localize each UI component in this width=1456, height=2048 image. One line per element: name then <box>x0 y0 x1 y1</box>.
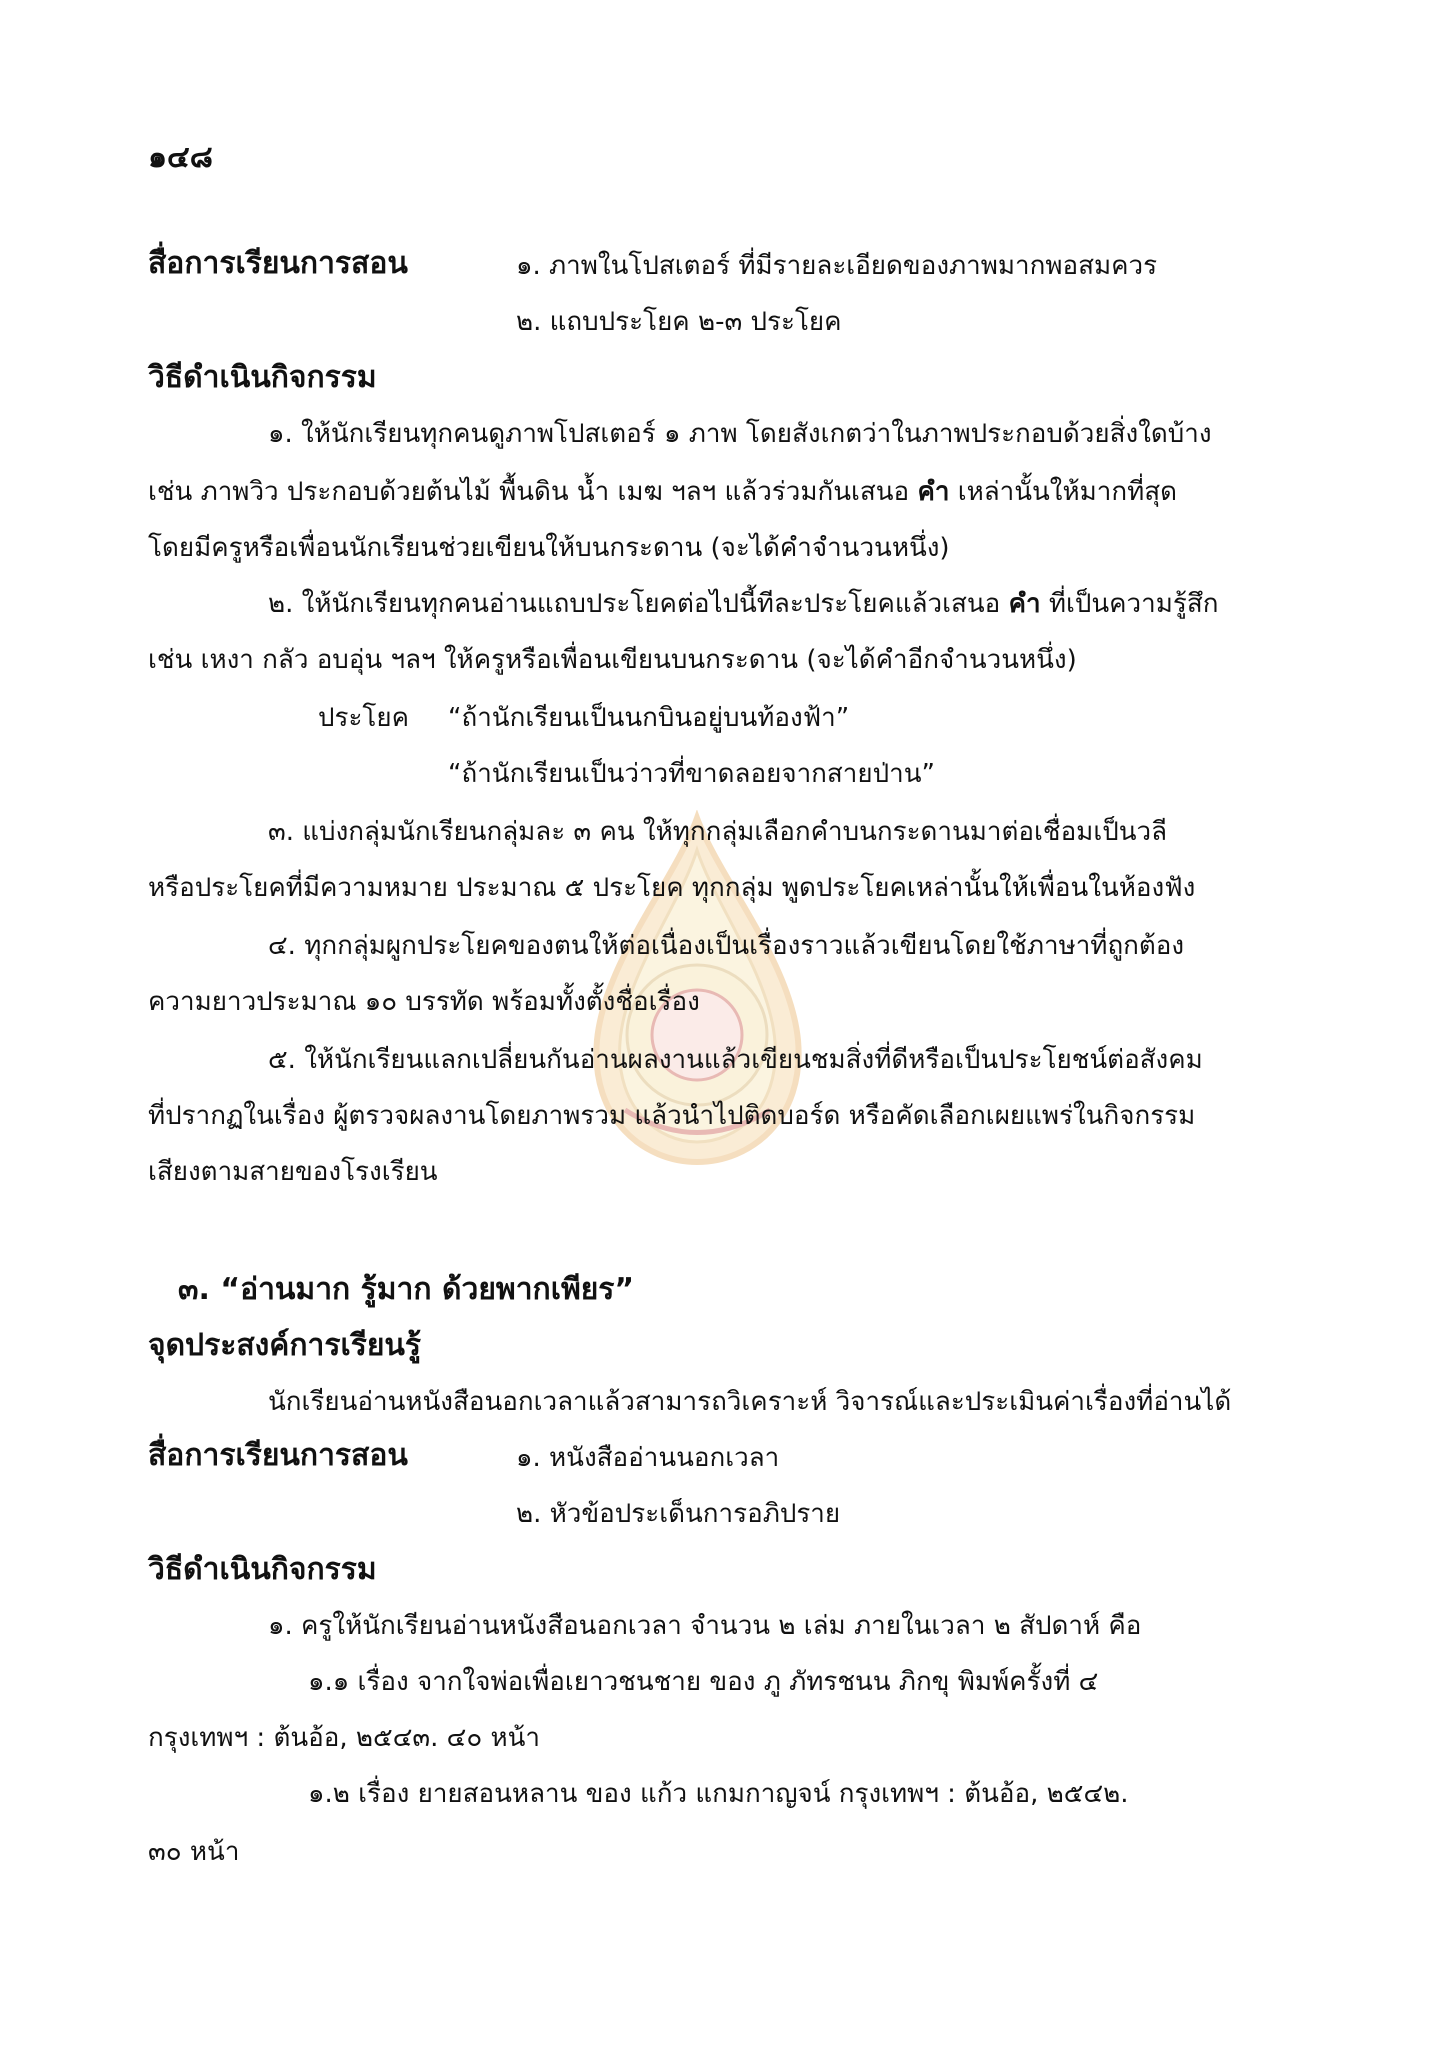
paragraph-line: ๓. แบ่งกลุ่มนักเรียนกลุ่มละ ๓ คน ให้ทุกกลุ่มเลือกคำบนกระดานมาต่อเชื่อมเป็นวลี <box>268 817 1168 847</box>
paragraph-line: ความยาวประมาณ ๑๐ บรรทัด พร้อมทั้งตั้งชื่อเรื่อง <box>148 987 700 1017</box>
paragraph-line: ๕. ให้นักเรียนแลกเปลี่ยนกันอ่านผลงานแล้วเขียนชมสิ่งที่ดีหรือเป็นประโยชน์ต่อสังคม <box>268 1045 1203 1075</box>
media-item: ๑. หนังสืออ่านนอกเวลา <box>516 1443 780 1473</box>
media-label: สื่อการเรียนการสอน <box>148 246 408 281</box>
paragraph-line: โดยมีครูหรือเพื่อนนักเรียนช่วยเขียนให้บนกระดาน (จะได้คำจำนวนหนึ่ง) <box>148 533 950 563</box>
paragraph-line: ๑.๑ เรื่อง จากใจพ่อเพื่อเยาวชนชาย ของ ภู ภัทรชนน ภิกขุ พิมพ์ครั้งที่ ๔ <box>308 1667 1099 1697</box>
bold-word: คำ <box>1008 589 1041 619</box>
paragraph-line: เสียงตามสายของโรงเรียน <box>148 1157 438 1187</box>
media-label: สื่อการเรียนการสอน <box>148 1438 408 1473</box>
sentence-line: “ถ้านักเรียนเป็นว่าวที่ขาดลอยจากสายป่าน” <box>448 759 935 789</box>
paragraph-line: หรือประโยคที่มีความหมาย ประมาณ ๕ ประโยค ทุกกลุ่ม พูดประโยคเหล่านั้นให้เพื่อนในห้องฟัง <box>148 873 1196 903</box>
procedure-heading: วิธีดำเนินกิจกรรม <box>148 1552 377 1587</box>
paragraph-line: ๒. ให้นักเรียนทุกคนอ่านแถบประโยคต่อไปนี้ทีละประโยคแล้วเสนอ คำ ที่เป็นความรู้สึก <box>268 589 1219 619</box>
paragraph-line: กรุงเทพฯ : ต้นอ้อ, ๒๕๔๓. ๔๐ หน้า <box>148 1723 540 1753</box>
bold-word: คำ <box>917 477 950 507</box>
paragraph-line: ๓๐ หน้า <box>148 1837 240 1867</box>
paragraph-line: ๑.๒ เรื่อง ยายสอนหลาน ของ แก้ว แกมกาญจน์ กรุงเทพฯ : ต้นอ้อ, ๒๕๔๒. <box>308 1779 1129 1809</box>
media-item: ๒. หัวข้อประเด็นการอภิปราย <box>516 1499 841 1529</box>
procedure-heading: วิธีดำเนินกิจกรรม <box>148 360 377 395</box>
paragraph-line: ที่ปรากฏในเรื่อง ผู้ตรวจผลงานโดยภาพรวม แล้วนำไปติดบอร์ด หรือคัดเลือกเผยแพร่ในกิจกรรม <box>148 1101 1196 1131</box>
paragraph-line: ๑. ครูให้นักเรียนอ่านหนังสือนอกเวลา จำนวน ๒ เล่ม ภายในเวลา ๒ สัปดาห์ คือ <box>268 1611 1142 1641</box>
media-item: ๑. ภาพในโปสเตอร์ ที่มีรายละเอียดของภาพมากพอสมควร <box>516 251 1158 281</box>
paragraph-line: ๑. ให้นักเรียนทุกคนดูภาพโปสเตอร์ ๑ ภาพ โดยสังเกตว่าในภาพประกอบด้วยสิ่งใดบ้าง <box>268 419 1212 449</box>
page-number: ๑๔๘ <box>148 140 213 175</box>
sentence-line: “ถ้านักเรียนเป็นนกบินอยู่บนท้องฟ้า” <box>448 703 850 733</box>
sentence-label: ประโยค <box>318 703 410 733</box>
paragraph-line: เช่น ภาพวิว ประกอบด้วยต้นไม้ พื้นดิน น้ำ เมฆ ฯลฯ แล้วร่วมกันเสนอ คำ เหล่านั้นให้มากที่สุด <box>148 477 1178 507</box>
section-title: ๓. “อ่านมาก รู้มาก ด้วยพากเพียร” <box>178 1272 635 1307</box>
paragraph-line: ๔. ทุกกลุ่มผูกประโยคของตนให้ต่อเนื่องเป็นเรื่องราวแล้วเขียนโดยใช้ภาษาที่ถูกต้อง <box>268 931 1185 961</box>
media-item: ๒. แถบประโยค ๒-๓ ประโยค <box>516 307 842 337</box>
paragraph-line: เช่น เหงา กลัว อบอุ่น ฯลฯ ให้ครูหรือเพื่อนเขียนบนกระดาน (จะได้คำอีกจำนวนหนึ่ง) <box>148 645 1077 675</box>
objective-text: นักเรียนอ่านหนังสือนอกเวลาแล้วสามารถวิเคราะห์ วิจารณ์และประเมินค่าเรื่องที่อ่านได้ <box>268 1387 1232 1417</box>
objective-heading: จุดประสงค์การเรียนรู้ <box>148 1328 422 1363</box>
